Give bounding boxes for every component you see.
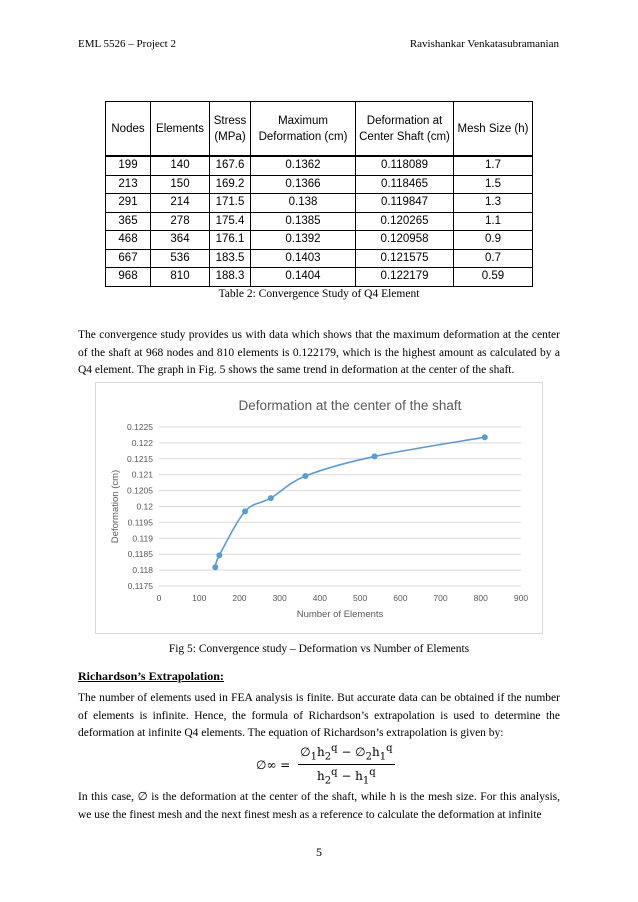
paragraph-richardson-detail: In this case, ∅ is the deformation at the center of the shaft, while h is the mesh size. For this analysis, we use the finest mesh and the next finest mesh as a reference to calculate the deformation at infinite — [78, 791, 560, 821]
deformation-chart — [96, 383, 542, 633]
header-author-name: Ravishankar Venkatasubramanian — [409, 38, 559, 50]
table-cell: 0.118089 — [356, 156, 454, 175]
header-nodes: Nodes — [106, 102, 151, 157]
table-cell: 0.1362 — [251, 156, 356, 175]
data-point — [482, 434, 488, 440]
table-cell: 150 — [151, 175, 210, 194]
y-tick-label: 0.1195 — [127, 517, 153, 528]
table-cell: 0.1404 — [251, 268, 356, 287]
table-cell: 214 — [151, 194, 210, 213]
paragraph-convergence: The convergence study provides us with data which shows that the maximum deformation at the center of the shaft at 968 nodes and 810 elements is 0.122179, which is the highest amount as calculated by a Q4 element. The graph in Fig. 5 shows the same trend in deformation at the center of the shaft. — [78, 329, 560, 376]
table-cell: 1.3 — [454, 194, 533, 213]
table-cell: 0.7 — [454, 249, 533, 268]
table-cell: 0.59 — [454, 268, 533, 287]
x-tick-label: 400 — [312, 593, 327, 603]
table-row — [106, 231, 533, 250]
table-row — [106, 156, 533, 175]
chart-frame — [95, 382, 543, 634]
table-cell: 810 — [151, 268, 210, 287]
table-row — [106, 175, 533, 194]
table-cell: 140 — [151, 156, 210, 175]
table-cell: 188.3 — [210, 268, 251, 287]
table-row — [106, 249, 533, 268]
table-cell: 199 — [106, 156, 151, 175]
header-course-title: EML 5526 – Project 2 — [78, 38, 176, 50]
table-cell: 0.119847 — [356, 194, 454, 213]
table-cell: 1.7 — [454, 156, 533, 175]
figure-caption: Fig 5: Convergence study – Deformation vs Number of Elements — [168, 643, 470, 655]
table-cell: 183.5 — [210, 249, 251, 268]
y-tick-label: 0.121 — [131, 469, 153, 480]
table-cell: 167.6 — [210, 156, 251, 175]
data-point — [212, 564, 218, 570]
formula-lhs: ∅∞ = — [256, 757, 291, 772]
header-stress: Stress (MPa) — [210, 102, 251, 157]
formula-numerator: $\emptyset_1h_2^q$ − $\emptyset_2h_1^q$ — [298, 743, 394, 765]
y-tick-label: 0.1205 — [127, 485, 153, 496]
table-cell: 667 — [106, 249, 151, 268]
table-cell: 0.1385 — [251, 212, 356, 231]
table-cell: 468 — [106, 231, 151, 250]
y-tick-label: 0.119 — [132, 533, 153, 544]
y-tick-label: 0.1175 — [127, 581, 153, 591]
table-cell: 536 — [151, 249, 210, 268]
table-cell: 0.138 — [251, 194, 356, 213]
table-cell: 0.122179 — [356, 268, 454, 287]
data-point — [372, 453, 378, 459]
x-tick-label: 700 — [433, 593, 448, 603]
table-cell: 176.1 — [210, 231, 251, 250]
data-point — [216, 552, 222, 558]
table-cell: 1.5 — [454, 175, 533, 194]
x-tick-label: 600 — [393, 593, 408, 603]
header-elements: Elements — [151, 102, 210, 157]
table-header-row — [106, 102, 533, 157]
table-cell: 213 — [106, 175, 151, 194]
table-caption: Table 2: Convergence Study of Q4 Element — [218, 288, 420, 300]
table-cell: 0.1392 — [251, 231, 356, 250]
x-tick-label: 0 — [156, 593, 162, 603]
y-tick-label: 0.1215 — [127, 453, 153, 464]
section-heading: Richardson’s Extrapolation: — [78, 669, 224, 683]
table-cell: 365 — [106, 212, 151, 231]
table-cell: 169.2 — [210, 175, 251, 194]
table-cell: 0.1403 — [251, 249, 356, 268]
table-row — [106, 268, 533, 287]
x-tick-label: 300 — [272, 593, 287, 603]
table-cell: 0.118465 — [356, 175, 454, 194]
y-tick-label: 0.12 — [136, 501, 153, 512]
header-mesh-size: Mesh Size (h) — [454, 102, 533, 157]
formula-denominator: $h_2^q - h_1^q$ — [316, 767, 376, 787]
page-number: 5 — [316, 845, 322, 859]
x-tick-label: 800 — [473, 593, 488, 603]
table-cell: 278 — [151, 212, 210, 231]
y-tick-label: 0.1185 — [127, 549, 153, 560]
table-cell: 0.9 — [454, 231, 533, 250]
table-cell: 0.120958 — [356, 231, 454, 250]
formula-fraction — [298, 743, 394, 787]
richardson-formula — [256, 743, 395, 787]
table-cell: 291 — [106, 194, 151, 213]
y-tick-label: 0.1225 — [127, 422, 153, 432]
y-axis-label: Deformation (cm) — [110, 469, 121, 544]
table-cell: 171.5 — [210, 194, 251, 213]
chart-title: Deformation at the center of the shaft — [238, 398, 462, 413]
table-row — [106, 212, 533, 231]
table-cell: 175.4 — [210, 212, 251, 231]
table-cell: 364 — [151, 231, 210, 250]
series-line — [215, 437, 484, 567]
table-cell: 0.121575 — [356, 249, 454, 268]
x-tick-label: 900 — [513, 593, 529, 603]
x-axis-label: Number of Elements — [296, 609, 384, 620]
convergence-table — [105, 101, 533, 287]
x-tick-label: 100 — [192, 593, 207, 603]
x-tick-label: 500 — [353, 593, 368, 603]
x-tick-label: 200 — [232, 593, 247, 603]
table-cell: 1.1 — [454, 212, 533, 231]
data-point — [242, 508, 248, 514]
table-cell: 0.120265 — [356, 212, 454, 231]
data-point — [268, 495, 274, 501]
table-cell: 0.1366 — [251, 175, 356, 194]
data-point — [302, 473, 308, 479]
y-tick-label: 0.122 — [131, 437, 153, 448]
y-tick-label: 0.118 — [132, 565, 153, 576]
table-cell: 968 — [106, 268, 151, 287]
header-max-deformation: Maximum Deformation (cm) — [251, 102, 356, 157]
header-deformation-center: Deformation at Center Shaft (cm) — [356, 102, 454, 157]
paragraph-richardson-intro: The number of elements used in FEA analysis is finite. But accurate data can be obtained if the number of elements is infinite. Hence, the formula of Richardson’s extrapolation is used to determine the deformation at infinite Q4 elements. The equation of Richardson’s extrapolation is given by: — [78, 692, 560, 739]
table-row — [106, 194, 533, 213]
